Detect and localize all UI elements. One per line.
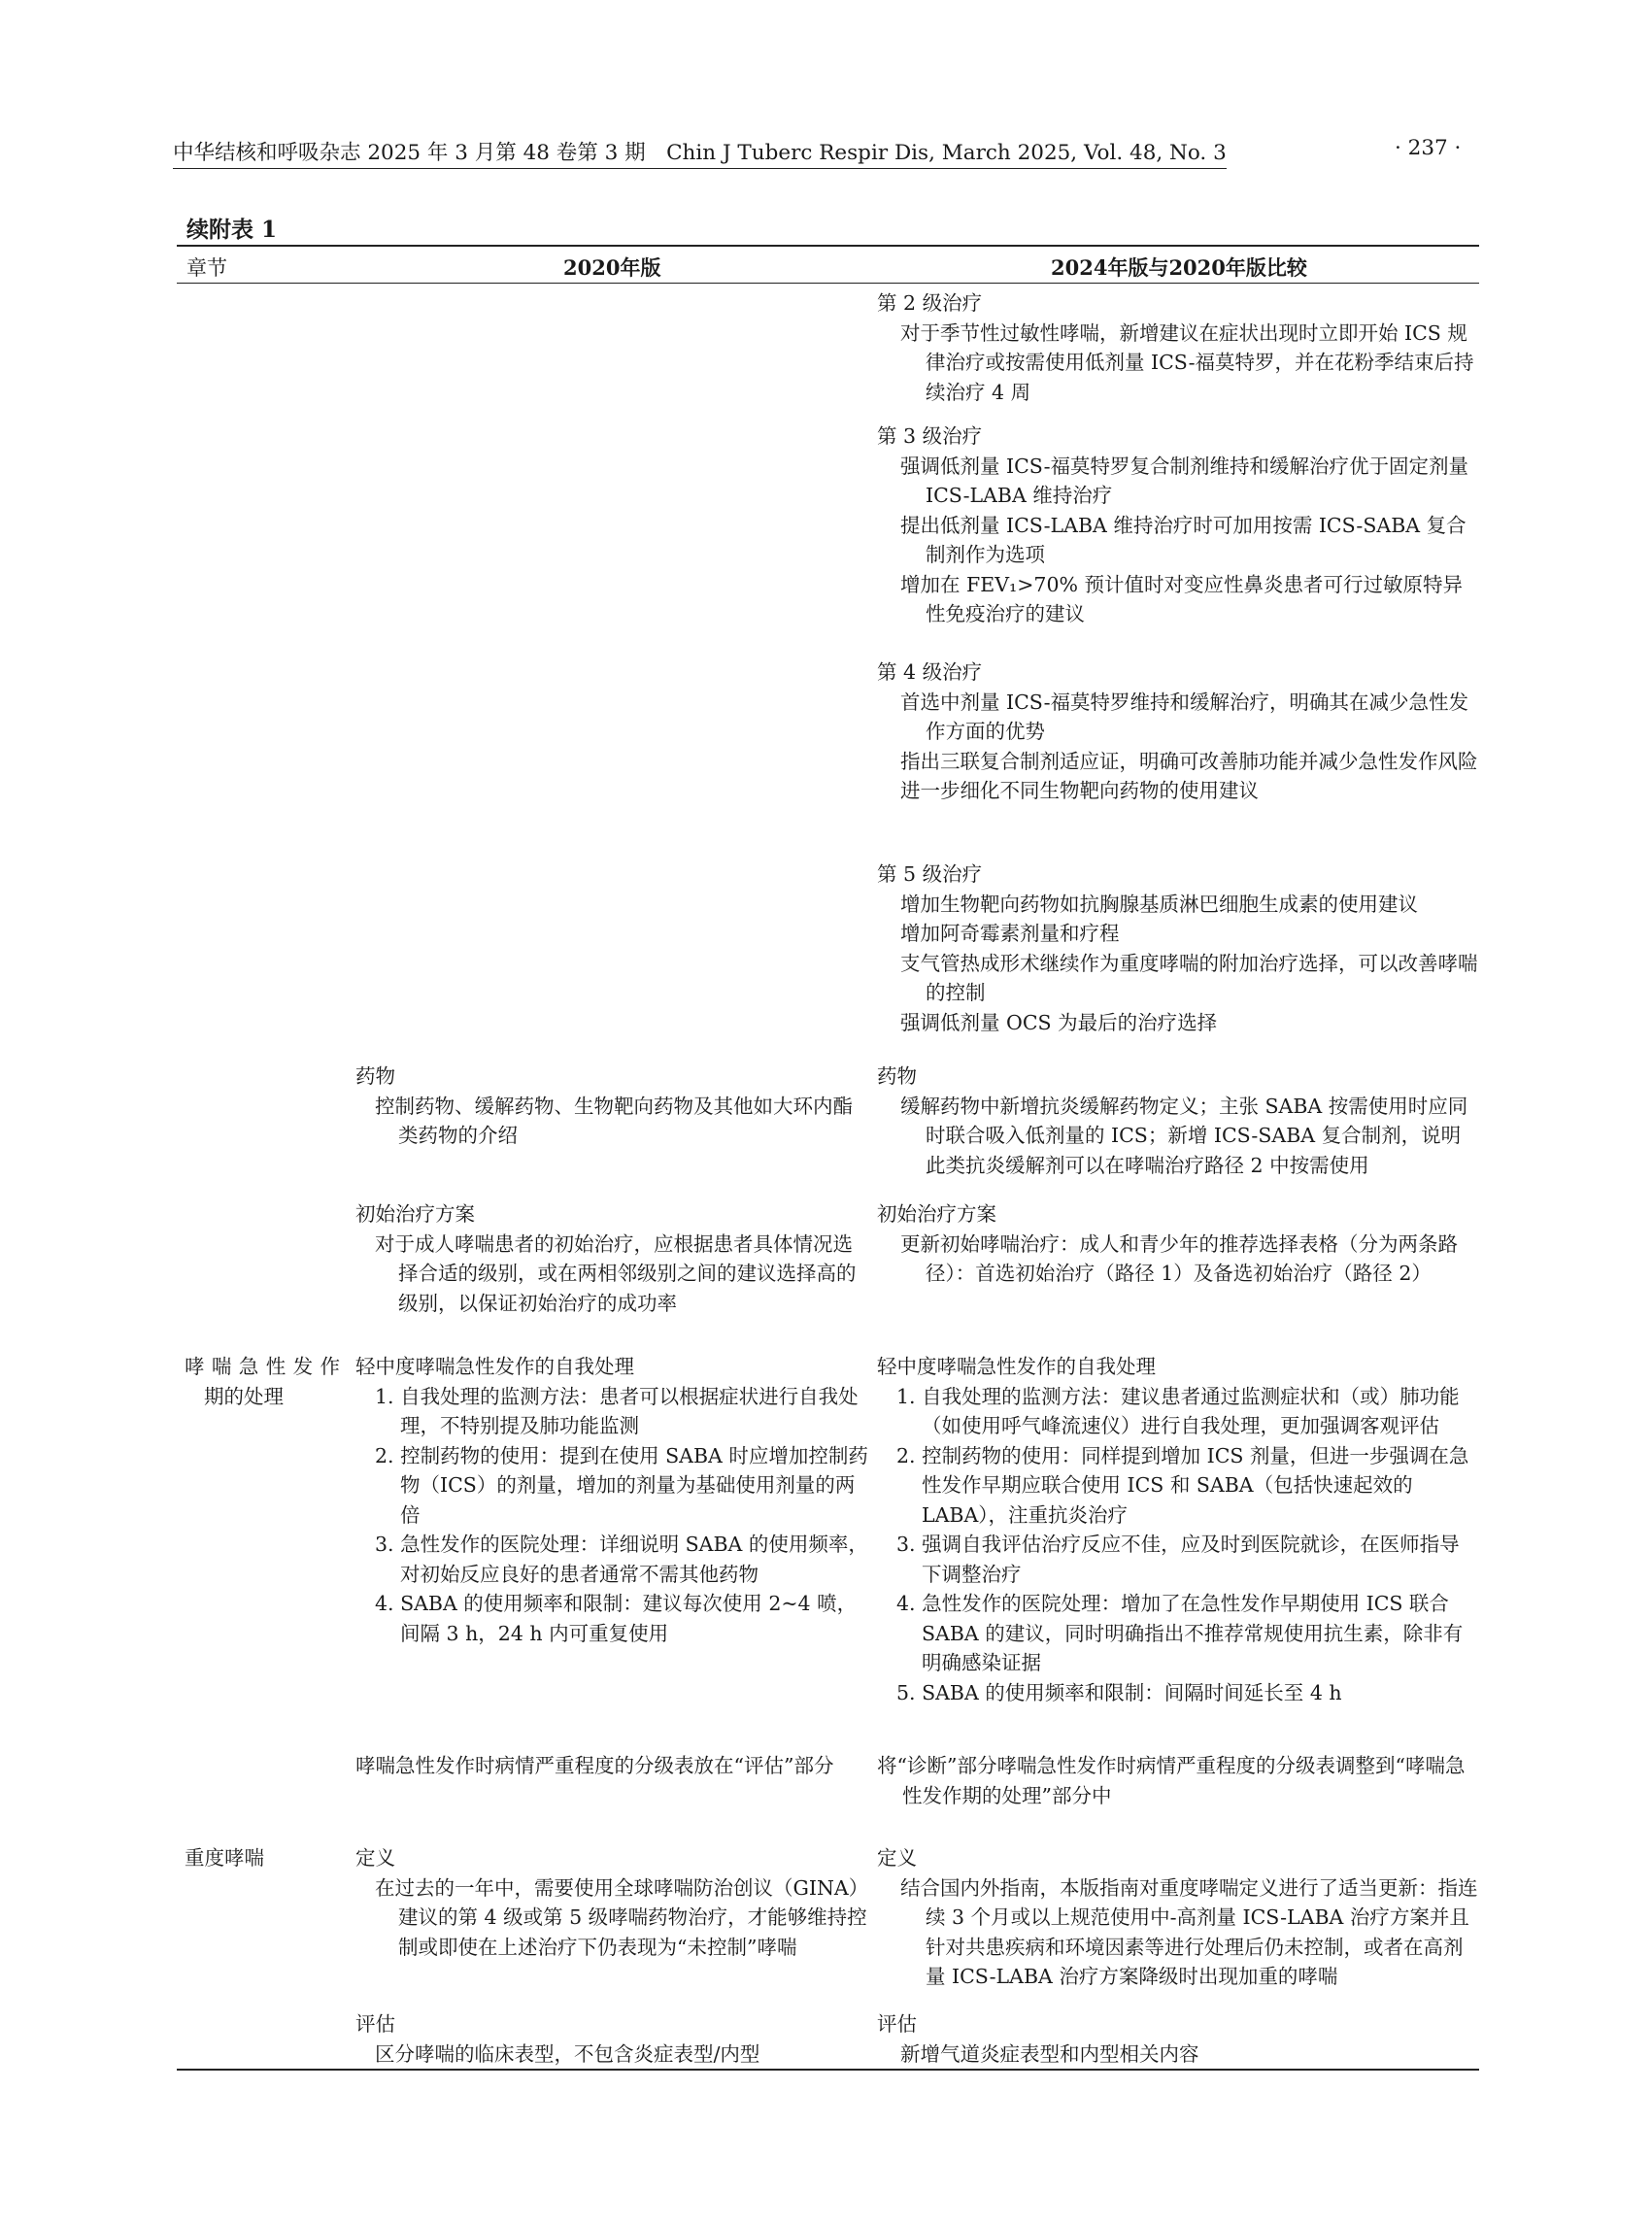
chapter-label: 重度哮喘 — [185, 1846, 264, 1870]
numbered-item: 4. SABA 的使用频率和限制：建议每次使用 2~4 喷，间隔 3 h，24 h 内可重复使用 — [375, 1592, 858, 1645]
chapter-label-line1: 哮喘急性发作 — [185, 1355, 340, 1378]
section-title: 轻中度哮喘急性发作的自我处理 — [877, 1355, 1156, 1378]
step-item: 进一步细化不同生物靶向药物的使用建议 — [900, 779, 1259, 802]
step4-block — [877, 657, 1479, 806]
numbered-item: 4. 急性发作的医院处理：增加了在急性发作早期使用 ICS 联合 SABA 的建议，同时明确指出不推荐常规使用抗生素，除非有明确感染证据 — [896, 1592, 1464, 1674]
table-top-rule — [177, 245, 1479, 247]
chapter-severe — [185, 1843, 340, 1873]
step-item: 提出低剂量 ICS-LABA 维持治疗时可加用按需 ICS-SABA 复合制剂作为选项 — [900, 513, 1467, 566]
step-item: 增加在 FEV₁>70% 预计值时对变应性鼻炎患者可行过敏原特异性免疫治疗的建议 — [900, 572, 1463, 625]
step-item: 强调低剂量 OCS 为最后的治疗选择 — [900, 1010, 1218, 1034]
numbered-item: 1. 自我处理的监测方法：建议患者通过监测症状和（或）肺功能（如使用呼气峰流速仪）进行自我处理，更加强调客观评估 — [896, 1384, 1460, 1437]
step-item: 支气管热成形术继续作为重度哮喘的附加治疗选择，可以改善哮喘的控制 — [900, 951, 1478, 1004]
step-item: 指出三联复合制剂适应证，明确可改善肺功能并减少急性发作风险 — [900, 749, 1478, 773]
severe-def-2020 — [355, 1843, 868, 1962]
column-header-chapter: 章节 — [186, 256, 227, 280]
section-title: 药物 — [877, 1064, 917, 1088]
section-title: 初始治疗方案 — [355, 1202, 475, 1226]
acute-2020 — [355, 1352, 868, 1648]
numbered-item: 2. 控制药物的使用：同样提到增加 ICS 剂量，但进一步强调在急性发作早期应联合使用 ICS 和 SABA（包括快速起效的 LABA），注重抗炎治疗 — [896, 1443, 1469, 1527]
severity-table-2020 — [355, 1751, 868, 1781]
table-header-rule — [177, 283, 1479, 284]
section-title: 药物 — [355, 1064, 395, 1088]
numbered-item: 3. 强调自我评估治疗反应不佳，应及时到医院就诊，在医师指导下调整治疗 — [896, 1533, 1460, 1586]
step-item: 首选中剂量 ICS-福莫特罗维持和缓解治疗，明确其在减少急性发作方面的优势 — [900, 690, 1469, 743]
severe-eval-2020 — [355, 2009, 868, 2069]
section-text: 区分哮喘的临床表型，不包含炎症表型/内型 — [375, 2041, 760, 2066]
section-text: 结合国内外指南，本版指南对重度哮喘定义进行了适当更新：指连续 3 个月或以上规范使用中-高剂量 ICS-LABA 治疗方案并且针对共患疾病和环境因素等进行处理后仍未控制，或者在高剂量 ICS-LABA 治疗方案降级时出现加重的哮喘 — [900, 1875, 1478, 1988]
numbered-item: 5. SABA 的使用频率和限制：间隔时间延长至 4 h — [896, 1680, 1342, 1704]
section-text: 新增气道炎症表型和内型相关内容 — [900, 2041, 1199, 2066]
chapter-label-line2: 期的处理 — [204, 1384, 284, 1408]
severe-eval-comparison — [877, 2009, 1479, 2069]
initial-2020 — [355, 1199, 868, 1318]
step-title: 第 4 级治疗 — [877, 660, 983, 684]
step3-block — [877, 421, 1479, 629]
section-text: 哮喘急性发作时病情严重程度的分级表放在“评估”部分 — [355, 1754, 834, 1777]
step-title: 第 5 级治疗 — [877, 862, 983, 886]
step-title: 第 3 级治疗 — [877, 424, 983, 448]
drugs-2020 — [355, 1062, 868, 1151]
drugs-comparison — [877, 1062, 1479, 1180]
section-title: 定义 — [355, 1846, 395, 1870]
step2-block — [877, 288, 1479, 407]
table-caption: 续附表 1 — [186, 217, 278, 243]
severity-table-comparison — [877, 1751, 1479, 1810]
step5-block — [877, 860, 1479, 1037]
chapter-acute — [185, 1352, 340, 1411]
column-header-comparison: 2024年版与2020年版比较 — [1051, 255, 1307, 280]
severe-def-comparison — [877, 1843, 1479, 1992]
numbered-item: 2. 控制药物的使用：提到在使用 SABA 时应增加控制药物（ICS）的剂量，增加的剂量为基础使用剂量的两倍 — [375, 1443, 868, 1527]
table-bottom-rule — [177, 2069, 1479, 2071]
step-item: 增加阿奇霉素剂量和疗程 — [900, 922, 1120, 945]
section-text: 更新初始哮喘治疗：成人和青少年的推荐选择表格（分为两条路径）：首选初始治疗（路径 1）及备选初始治疗（路径 2） — [900, 1231, 1458, 1285]
numbered-item: 1. 自我处理的监测方法：患者可以根据症状进行自我处理，不特别提及肺功能监测 — [375, 1384, 859, 1437]
column-header-2020: 2020年版 — [563, 255, 661, 280]
section-text: 控制药物、缓解药物、生物靶向药物及其他如大环内酯类药物的介绍 — [375, 1094, 853, 1147]
initial-comparison — [877, 1199, 1479, 1289]
section-title: 定义 — [877, 1846, 917, 1870]
section-text: 在过去的一年中，需要使用全球哮喘防治创议（GINA）建议的第 4 级或第 5 级哮喘药物治疗，才能够维持控制或即使在上述治疗下仍表现为“未控制”哮喘 — [375, 1875, 867, 1959]
section-title: 评估 — [355, 2012, 395, 2036]
journal-citation: 中华结核和呼吸杂志 2025 年 3 月第 48 卷第 3 期 Chin J Tuberc Respir Dis, March 2025, Vol. 48, No. 3 — [173, 141, 1227, 169]
step-title: 第 2 级治疗 — [877, 291, 983, 315]
page-number: · 237 · — [1395, 136, 1462, 160]
section-title: 轻中度哮喘急性发作的自我处理 — [355, 1355, 634, 1378]
acute-comparison — [877, 1352, 1479, 1707]
step-item: 对于季节性过敏性哮喘，新增建议在症状出现时立即开始 ICS 规律治疗或按需使用低剂量 ICS-福莫特罗，并在花粉季结束后持续治疗 4 周 — [900, 320, 1474, 404]
numbered-item: 3. 急性发作的医院处理：详细说明 SABA 的使用频率，对初始反应良好的患者通常不需其他药物 — [375, 1533, 868, 1586]
step-item: 强调低剂量 ICS-福莫特罗复合制剂维持和缓解治疗优于固定剂量 ICS-LABA 维持治疗 — [900, 454, 1469, 507]
running-header — [173, 136, 1227, 166]
section-text: 缓解药物中新增抗炎缓解药物定义；主张 SABA 按需使用时应同时联合吸入低剂量的 ICS；新增 ICS-SABA 复合制剂，说明此类抗炎缓解剂可以在哮喘治疗路径 2 中按需使用 — [900, 1094, 1468, 1177]
section-title: 评估 — [877, 2012, 917, 2036]
section-text: 对于成人哮喘患者的初始治疗，应根据患者具体情况选择合适的级别，或在两相邻级别之间的建议选择高的级别，以保证初始治疗的成功率 — [375, 1231, 857, 1315]
section-text: 将“诊断”部分哮喘急性发作时病情严重程度的分级表调整到“哮喘急性发作期的处理”部分中 — [877, 1754, 1466, 1807]
section-title: 初始治疗方案 — [877, 1202, 996, 1226]
step-item: 增加生物靶向药物如抗胸腺基质淋巴细胞生成素的使用建议 — [900, 892, 1418, 916]
